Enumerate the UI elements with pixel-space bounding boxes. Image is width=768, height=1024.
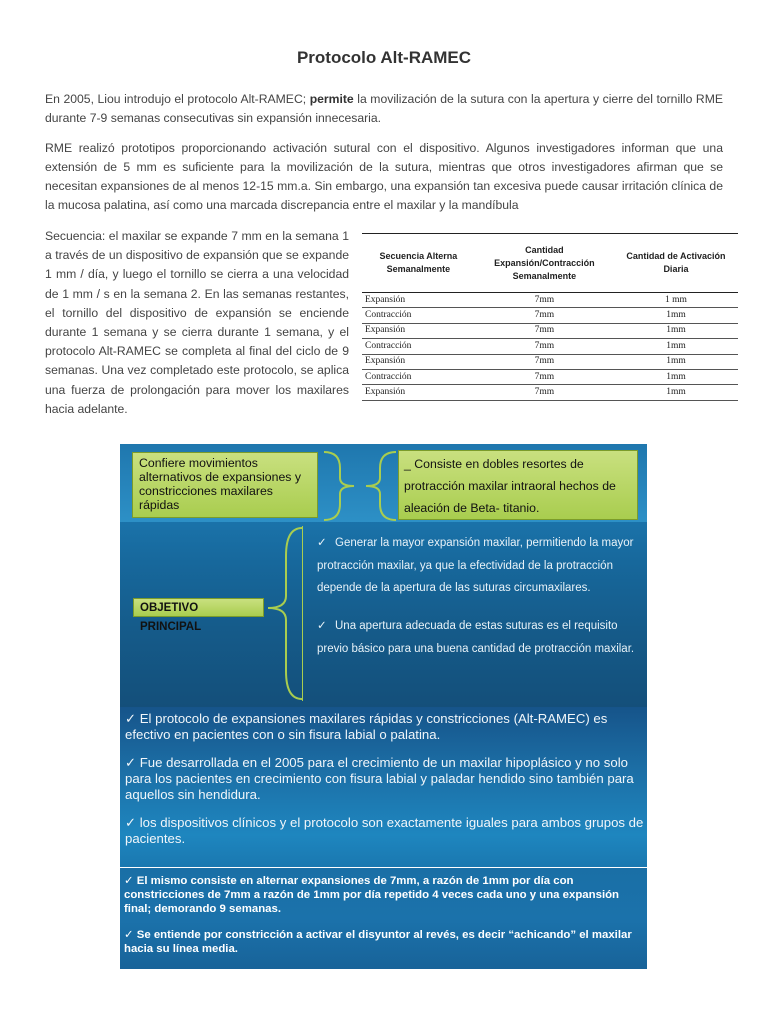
table-cell: Contracción (362, 369, 475, 384)
table-cell: 7mm (475, 385, 614, 400)
table-cell: Contracción (362, 339, 475, 354)
list-item (125, 711, 647, 743)
page-title: Protocolo Alt-RAMEC (296, 48, 472, 67)
table-cell: 7mm (475, 339, 614, 354)
check-icon: ✓ (124, 875, 134, 887)
table-cell: Expansión (362, 293, 475, 308)
bullet-text: Una apertura adecuada de estas suturas es el requisito previo básico para una buena cantidad de protracción maxilar. (317, 620, 635, 655)
summary-list (125, 711, 647, 859)
brace-connector-icon (320, 450, 400, 522)
list-item (124, 928, 646, 956)
table-cell: 1mm (614, 369, 738, 384)
intro-text-end: la movilización de la sutura con la apertura y cierre del tornillo RME durante 7-9 semanas consecutivas sin expansión innecesaria. (45, 92, 723, 125)
list-item-text: El protocolo de expansiones maxilares rápidas y constricciones (Alt-RAMEC) es efectivo en pacientes con o sin fisura labial o palatina. (125, 711, 608, 742)
objective-bullet (317, 532, 641, 600)
intro-paragraph (45, 90, 723, 128)
intro-text-start: En 2005, Liou introdujo el protocolo Alt-RAMEC; (45, 92, 310, 106)
table-row (362, 354, 738, 369)
spring-description-box: _ Consiste en dobles resortes de protracción maxilar intraoral hechos de aleación de Beta- titanio. (398, 450, 638, 520)
table-header: Cantidad de Activación Diaria (614, 234, 738, 293)
movement-box: Confiere movimientos alternativos de expansiones y constricciones maxilares rápidas (132, 452, 318, 518)
table-header-row (362, 234, 738, 293)
table-row (362, 339, 738, 354)
table-cell: 7mm (475, 308, 614, 323)
slide-objective (120, 444, 647, 707)
table-cell: 1mm (614, 339, 738, 354)
list-item-text: Fue desarrollada en el 2005 para el crecimiento de un maxilar hipoplásico y no solo para los pacientes en crecimiento con fisura labial y paladar hendido sino también para aquellos sin hendidura. (125, 755, 634, 802)
check-icon: ✓ (125, 711, 137, 726)
table-cell: 1mm (614, 354, 738, 369)
check-icon: ✓ (317, 620, 327, 632)
list-item-text: Se entiende por constricción a activar el disyuntor al revés, es decir “achicando” el maxilar hacia su línea media. (124, 929, 632, 955)
protocol-table (362, 233, 738, 401)
objective-bullet (317, 615, 641, 660)
table-cell: 1mm (614, 323, 738, 338)
list-item-text: los dispositivos clínicos y el protocolo son exactamente iguales para ambos grupos de pacientes. (125, 815, 644, 846)
list-item (124, 874, 646, 916)
table-cell: 7mm (475, 323, 614, 338)
table-cell: Expansión (362, 323, 475, 338)
slide-protocol-summary (120, 707, 647, 867)
sequence-paragraph: Secuencia: el maxilar se expande 7 mm en la semana 1 a través de un dispositivo de expansión que se expande 1 mm / día, y luego el tornillo se cierra a una velocidad de 1 mm / s en la semana 2. En las semanas restantes, el tornillo del dispositivo de expansión se enciende durante 1 semana y se cierra durante 1 semana, y el protocolo Alt-RAMEC se completa al final del ciclo de 9 semanas. Una vez completado este protocolo, se aplica una fuerza de prolongación para mover los maxilares hacia adelante. (45, 229, 349, 416)
list-item (125, 755, 647, 803)
check-icon: ✓ (124, 929, 134, 941)
check-icon: ✓ (125, 815, 137, 830)
slide-protocol-details (120, 868, 647, 969)
table-cell: Expansión (362, 385, 475, 400)
bullet-text: Generar la mayor expansión maxilar, permitiendo la mayor protracción maxilar, ya que la efectividad de la protracción depende de la apertura de las suturas circumaxilares. (317, 537, 634, 594)
table-header: Cantidad Expansión/Contracción Semanalmente (475, 234, 614, 293)
intro-bold-word: permite (309, 92, 354, 106)
table-row (362, 308, 738, 323)
table-cell: 7mm (475, 369, 614, 384)
objective-brace-icon (264, 526, 306, 701)
check-icon: ✓ (125, 755, 137, 770)
table-cell: 1mm (614, 308, 738, 323)
objective-label: OBJETIVO PRINCIPAL (133, 598, 264, 617)
table-cell: 7mm (475, 293, 614, 308)
table-row (362, 323, 738, 338)
table-cell: 1mm (614, 385, 738, 400)
table-header: Secuencia Alterna Semanalmente (362, 234, 475, 293)
table-row (362, 293, 738, 308)
prototype-paragraph: RME realizó prototipos proporcionando activación sutural con el dispositivo. Algunos investigadores informan que una extensión de 5 mm es suficiente para la movilización de la sutura, mientras que otros investigadores afirman que se necesitan expansiones de al menos 12-15 mm.a. Sin embargo, una expansión tan excesiva puede causar irritación clínica de la mucosa palatina, así como una marcada discrepancia entre el maxilar y la mandíbula (45, 141, 723, 212)
details-list (124, 874, 646, 968)
table-cell: 1 mm (614, 293, 738, 308)
table-cell: Contracción (362, 308, 475, 323)
check-icon: ✓ (317, 537, 327, 549)
table-cell: Expansión (362, 354, 475, 369)
list-item (125, 815, 647, 847)
list-item-text: El mismo consiste en alternar expansiones de 7mm, a razón de 1mm por día con constricciones de 7mm a razón de 1mm por día repetido 4 veces cada uno y una expansión final; demorando 9 semanas. (124, 875, 620, 915)
table-row (362, 369, 738, 384)
table-cell: 7mm (475, 354, 614, 369)
table-row (362, 385, 738, 400)
